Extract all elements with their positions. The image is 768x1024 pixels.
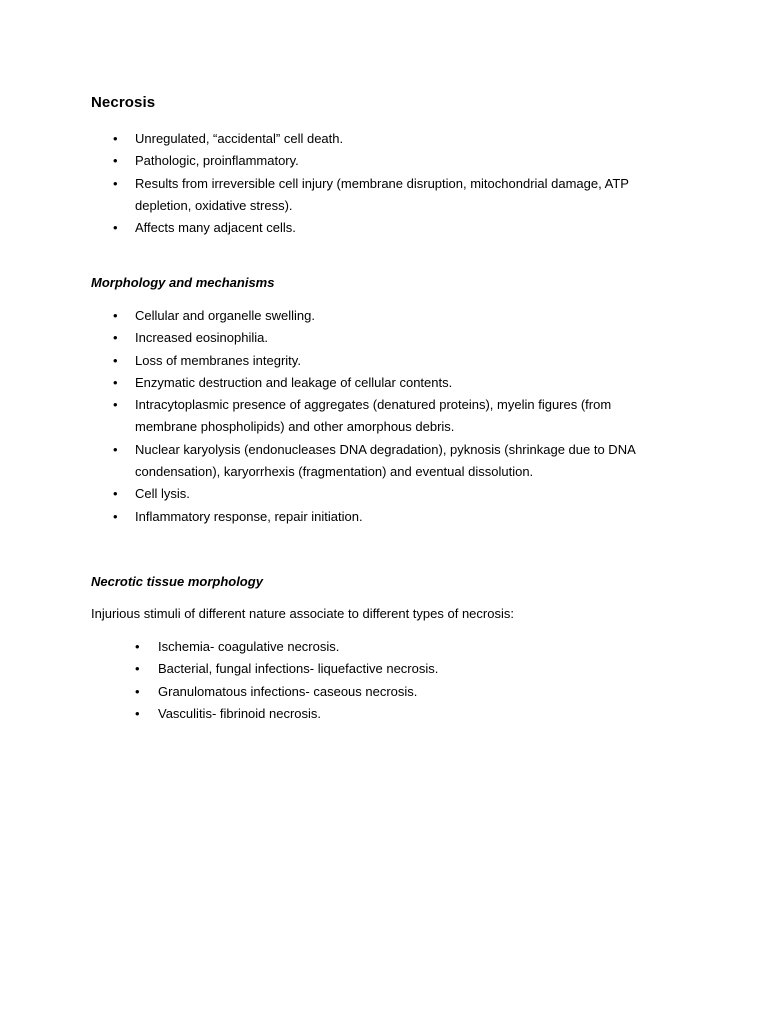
bullet-icon: •	[113, 397, 118, 413]
bullet-icon: •	[135, 705, 140, 721]
list-item	[91, 658, 678, 680]
bullet-icon: •	[113, 175, 118, 191]
section-heading-morphology: Morphology and mechanisms	[91, 275, 275, 290]
bullet-icon: •	[135, 683, 140, 699]
page-title: Necrosis	[91, 94, 156, 111]
list-item	[91, 439, 655, 484]
list-item	[91, 372, 655, 394]
necrosis-types-bullet-list	[91, 636, 678, 725]
list-item	[91, 394, 655, 439]
bullet-icon: •	[113, 220, 118, 236]
section-intro-paragraph: Injurious stimuli of different nature associate to different types of necrosis:	[91, 606, 514, 621]
bullet-icon: •	[135, 639, 140, 654]
necrosis-bullet-list	[91, 128, 655, 239]
list-item	[91, 636, 678, 658]
list-item-text: Cellular and organelle swelling.	[135, 308, 315, 323]
list-item	[91, 327, 655, 349]
bullet-icon: •	[113, 441, 118, 457]
list-item-text: Increased eosinophilia.	[135, 330, 268, 346]
bullet-icon: •	[113, 153, 118, 169]
list-item-text: Unregulated, “accidental” cell death.	[135, 131, 344, 146]
bullet-icon: •	[113, 352, 118, 368]
list-item-text: Vasculitis- fibrinoid necrosis.	[158, 705, 322, 721]
list-item	[91, 703, 678, 725]
list-item-text: Results from irreversible cell injury (membrane disruption, mitochondrial damage, ATP depletion, oxidative stress).	[135, 175, 629, 213]
list-item-text: Ischemia- coagulative necrosis.	[158, 639, 340, 654]
bullet-icon: •	[113, 131, 118, 146]
list-item-text: Bacterial, fungal infections- liquefactive necrosis.	[158, 661, 439, 677]
bullet-icon: •	[113, 486, 118, 502]
list-item	[91, 506, 655, 528]
morphology-bullet-list	[91, 305, 655, 528]
bullet-icon: •	[135, 661, 140, 677]
list-item-text: Cell lysis.	[135, 486, 190, 502]
bullet-icon: •	[113, 308, 118, 323]
list-item-text: Enzymatic destruction and leakage of cellular contents.	[135, 374, 453, 390]
list-item	[91, 483, 655, 505]
bullet-icon: •	[113, 330, 118, 346]
list-item	[91, 128, 655, 150]
list-item	[91, 305, 655, 327]
list-item-text: Nuclear karyolysis (endonucleases DNA degradation), pyknosis (shrinkage due to DNA condensation), karyorrhexis (fragmentation) and eventual dissolution.	[135, 441, 636, 480]
list-item-text: Intracytoplasmic presence of aggregates (denatured proteins), myelin figures (from membrane phospholipids) and other amorphous debris.	[135, 397, 612, 435]
list-item	[91, 681, 678, 703]
bullet-icon: •	[113, 374, 118, 390]
section-heading-necrotic-tissue: Necrotic tissue morphology	[91, 574, 263, 589]
bullet-icon: •	[113, 508, 118, 524]
list-item-text: Loss of membranes integrity.	[135, 352, 301, 368]
list-item	[91, 173, 655, 218]
list-item	[91, 150, 655, 172]
list-item	[91, 217, 655, 239]
list-item-text: Granulomatous infections- caseous necrosis.	[158, 683, 418, 699]
list-item	[91, 350, 655, 372]
list-item-text: Inflammatory response, repair initiation.	[135, 508, 363, 524]
list-item-text: Affects many adjacent cells.	[135, 220, 296, 236]
list-item-text: Pathologic, proinflammatory.	[135, 153, 299, 169]
